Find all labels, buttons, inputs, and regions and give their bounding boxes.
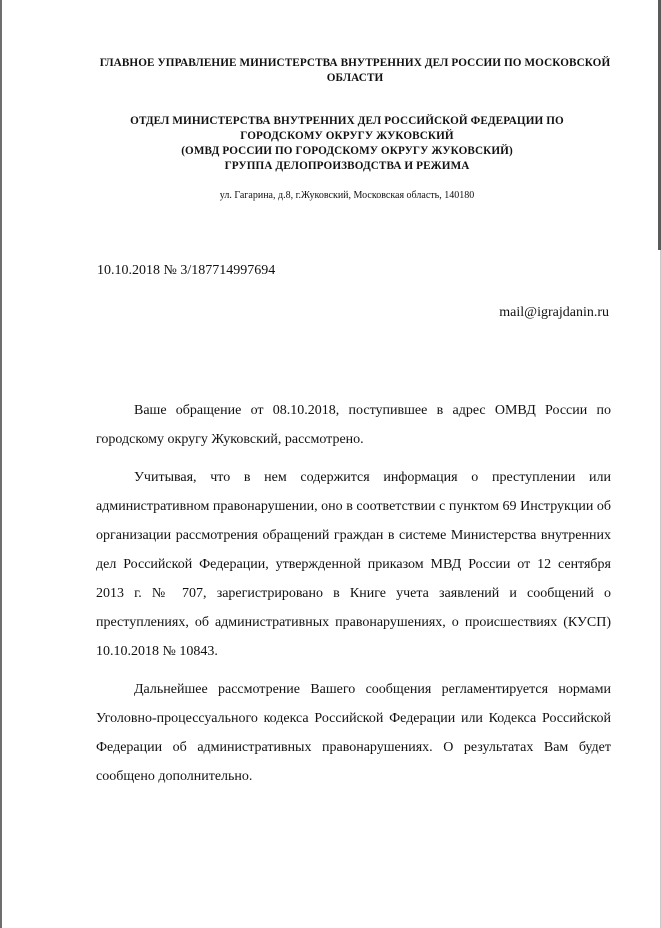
department-header-line: ГОРОДСКОМУ ОКРУГУ ЖУКОВСКИЙ [240,130,454,142]
recipient-email: mail@igrajdanin.ru [499,305,609,320]
ministry-header [60,56,650,86]
page-left-edge [0,0,2,928]
department-address: ул. Гагарина, д.8, г.Жуковский, Московская область, 140180 [219,190,475,201]
letter-body [96,396,611,800]
ministry-header-line: ОБЛАСТИ [326,72,384,84]
letter-paragraph: Ваше обращение от 08.10.2018, поступившее в адрес ОМВД России по городскому округу Жуковский, рассмотрено. [96,403,611,447]
letter-paragraph: Учитывая, что в нем содержится информация о преступлении или административном правонарушении, оно в соответствии с пунктом 69 Инструкции об организации рассмотрения обращений граждан в системе Министерства внутренних дел Российской Федерации, утвержденной приказом МВД России от 12 сентября 2013 г. № 707, зарегистрировано в Книге учета заявлений и сообщений о преступлениях, об административных правонарушениях, о происшествиях (КУСП) 10.10.2018 № 10843. [96,470,611,659]
department-header [52,114,642,174]
department-header-line: (ОМВД РОССИИ ПО ГОРОДСКОМУ ОКРУГУ ЖУКОВСКИЙ) [181,145,513,157]
department-header-line: ОТДЕЛ МИНИСТЕРСТВА ВНУТРЕННИХ ДЕЛ РОССИЙСКОЙ ФЕДЕРАЦИИ ПО [130,115,564,127]
ministry-header-line: ГЛАВНОЕ УПРАВЛЕНИЕ МИНИСТЕРСТВА ВНУТРЕННИХ ДЕЛ РОССИИ ПО МОСКОВСКОЙ [99,57,611,69]
letter-reference: 10.10.2018 № 3/187714997694 [97,263,276,278]
department-header-line: ГРУППА ДЕЛОПРОИЗВОДСТВА И РЕЖИМА [224,160,470,172]
letter-paragraph: Дальнейшее рассмотрение Вашего сообщения регламентируется нормами Уголовно-процессуального кодекса Российской Федерации или Кодекса Российской Федерации об административных правонарушениях. О результатах Вам будет сообщено дополнительно. [96,682,611,784]
